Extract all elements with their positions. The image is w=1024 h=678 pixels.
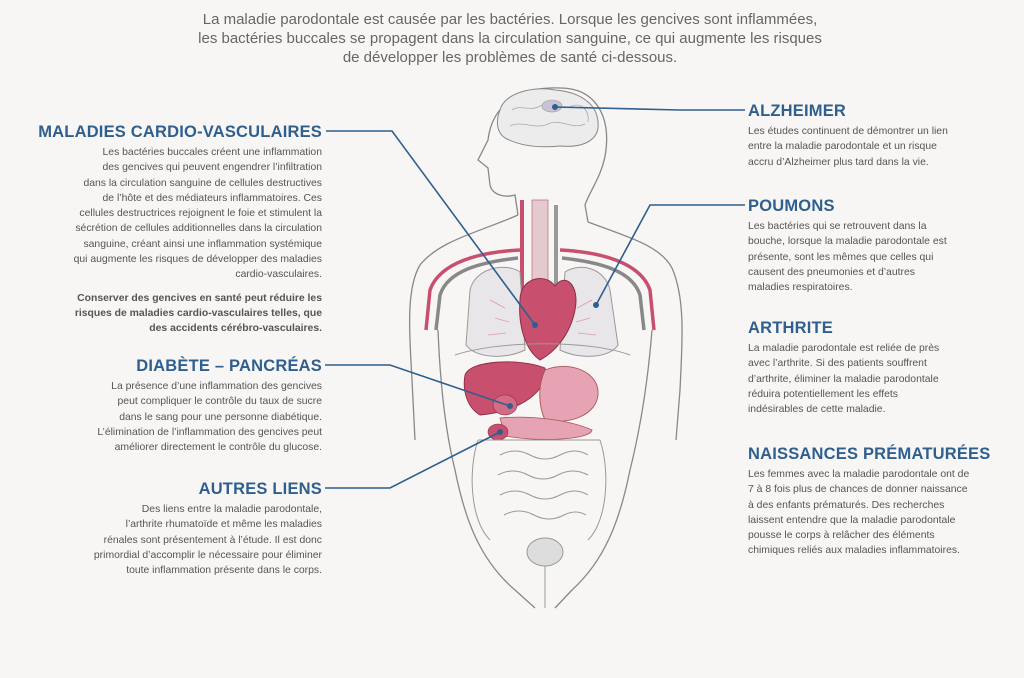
body-line: toute inflammation présente dans le corps.: [126, 565, 322, 577]
section-title: ALZHEIMER: [748, 102, 847, 120]
intro-line: les bactéries buccales se propagent dans la circulation sanguine, ce qui augmente les risques: [198, 30, 822, 47]
section-autres: [20, 479, 322, 578]
body-line: cellules destructrices rejoignent le foie et stimulent la: [79, 208, 322, 220]
body-line: de l’hôte et des médiateurs inflammatoires. Ces: [102, 192, 322, 204]
section-body: [748, 124, 1008, 170]
body-line: des gencives qui peuvent engendrer l’infiltration: [102, 162, 322, 174]
intro-line: La maladie parodontale est causée par les bactéries. Lorsque les gencives sont inflammées,: [202, 11, 818, 28]
section-title: AUTRES LIENS: [198, 480, 322, 498]
emphasis-line: risques de maladies cardio-vasculaires telles, que: [74, 307, 322, 319]
bladder: [527, 538, 563, 566]
body-line: causent des pneumonies et d’autres: [748, 266, 915, 278]
body-line: L’élimination de l’inflammation des gencives peut: [97, 426, 322, 438]
body-line: entre la maladie parodontale et un risque: [748, 141, 937, 153]
body-line: améliorer directement le contrôle du glucose.: [114, 442, 322, 454]
body-line: peut compliquer le contrôle du taux de sucre: [117, 396, 322, 408]
body-line: sécrétion de cellules additionnelles dans la circulation: [75, 223, 322, 235]
section-body: [20, 145, 322, 283]
body-line: primordial d’accomplir le nécessaire pour éliminer: [93, 549, 322, 561]
emphasis-line: des accidents cérébro-vasculaires.: [149, 323, 322, 335]
body-line: La présence d’une inflammation des gencives: [111, 381, 322, 392]
section-title: NAISSANCES PRÉMATURÉES: [748, 445, 991, 463]
body-line: 7 à 8 fois plus de chances de donner naissance: [748, 484, 968, 496]
section-body: [748, 467, 1018, 559]
body-line: cardio-vasculaires.: [235, 269, 322, 281]
brain: [497, 89, 598, 147]
body-line: pousse le corps à relâcher des éléments: [748, 530, 935, 542]
body-line: Des liens entre la maladie parodontale,: [141, 504, 322, 515]
body-line: l’arthrite rhumatoïde et même les maladies: [125, 519, 322, 531]
body-line: maladies respiratoires.: [748, 282, 853, 294]
intro-line: de développer les problèmes de santé ci-dessous.: [342, 49, 678, 66]
section-title: ARTHRITE: [748, 319, 834, 337]
section-naissances: [748, 444, 1018, 559]
body-line: qui augmente les risques de développer des maladies: [73, 254, 322, 266]
body-line: dans le sang pour une personne diabétique.: [119, 411, 322, 423]
body-line: Les bactéries qui se retrouvent dans la: [748, 221, 927, 232]
section-cardio: [20, 122, 322, 337]
section-title: MALADIES CARDIO-VASCULAIRES: [38, 123, 322, 141]
body-line: accru d’Alzheimer plus tard dans la vie.: [748, 156, 929, 168]
intestines: [472, 440, 606, 540]
section-alzheimer: [748, 101, 1008, 170]
body-line: sanguine, créant ainsi une inflammation systémique: [83, 238, 322, 250]
body-line: présente, sont les mêmes que celles qui: [748, 251, 934, 263]
body-line: Les femmes avec la maladie parodontale ont de: [748, 469, 970, 480]
body-line: chimiques reliés aux maladies inflammatoires.: [748, 545, 960, 557]
section-body: [20, 379, 322, 455]
section-title: POUMONS: [748, 197, 835, 215]
body-line: d’arthrite, éliminer la maladie parodontale: [748, 373, 939, 385]
section-body: [748, 219, 1008, 295]
body-line: réduira potentiellement les effets: [748, 388, 898, 400]
body-line: indésirables de cette maladie.: [748, 404, 886, 416]
body-line: bouche, lorsque la maladie parodontale est: [748, 236, 947, 248]
body-line: avec l’arthrite. Si des patients souffrent: [748, 358, 927, 370]
body-line: Les études continuent de démontrer un lien: [748, 126, 948, 137]
connector-poumons: [596, 205, 745, 305]
section-emphasis: [20, 291, 322, 337]
body-line: rénales sont présentement à l’étude. Il est donc: [103, 534, 322, 546]
body-line: dans la circulation sanguine de cellules destructives: [83, 177, 322, 189]
section-diabete: [20, 356, 322, 455]
section-body: [20, 502, 322, 578]
body-line: Les bactéries buccales créent une inflammation: [102, 147, 322, 158]
section-title: DIABÈTE – PANCRÉAS: [136, 357, 322, 375]
body-line: à des enfants prématurés. Des recherches: [748, 499, 945, 511]
body-line: La maladie parodontale est reliée de près: [748, 343, 940, 354]
section-body: [748, 341, 1008, 417]
section-arthrite: [748, 318, 1008, 417]
body-line: laissent entendre que la maladie parodontale: [748, 514, 956, 526]
emphasis-line: Conserver des gencives en santé peut réduire les: [77, 292, 322, 304]
section-poumons: [748, 196, 1008, 295]
abdominal-organs: [464, 362, 598, 440]
